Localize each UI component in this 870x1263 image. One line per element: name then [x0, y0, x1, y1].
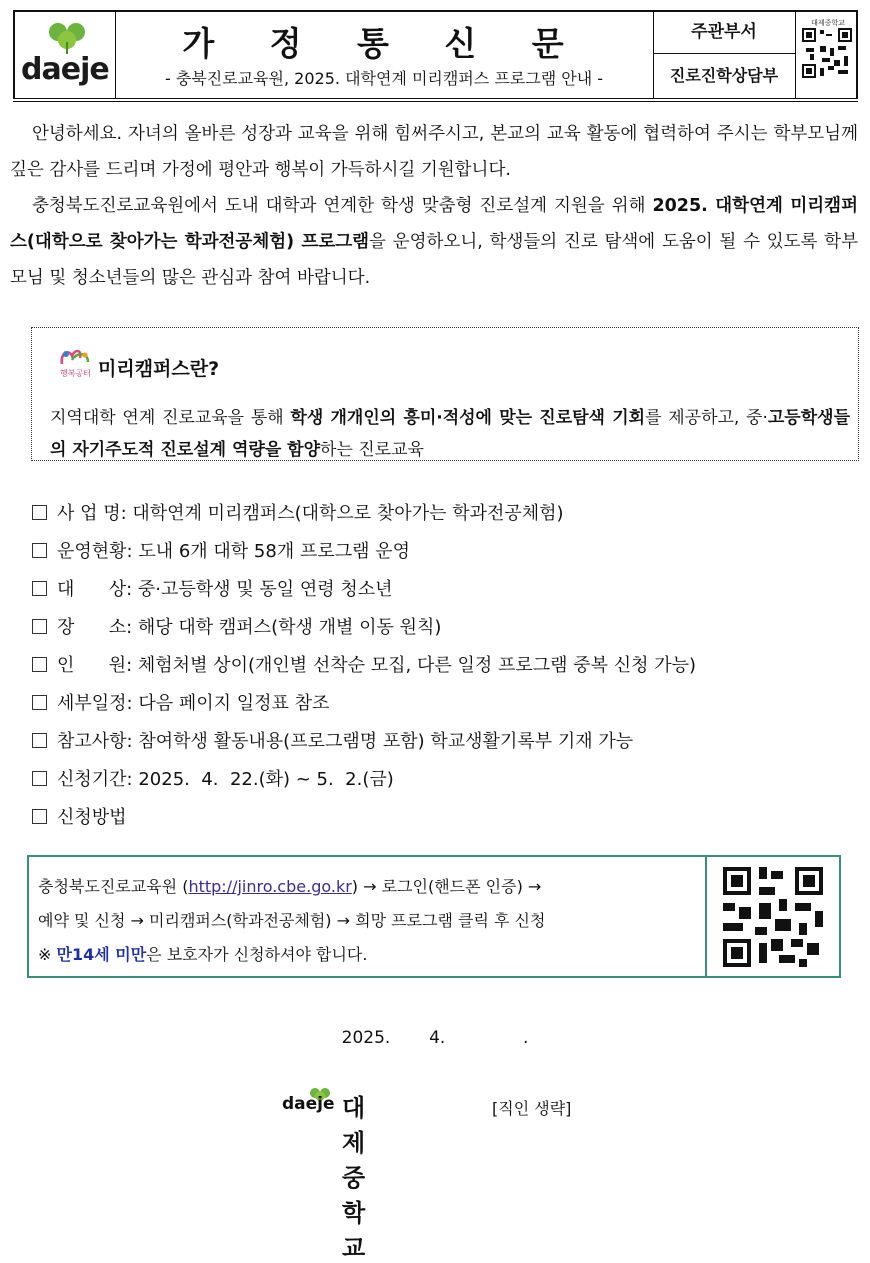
apply-qr-code-icon[interactable]	[719, 863, 827, 971]
checkbox-icon	[32, 809, 47, 824]
intro-p2-program: 2025. 대학연계 미리캠퍼스(대학으로 찾아가는 학과전공체험) 프로그램	[10, 196, 858, 252]
item-label: 대 상:	[57, 579, 133, 600]
header-table	[13, 10, 858, 98]
qr-caption: 대제중학교	[811, 19, 845, 27]
info-text-2: 학생 개개인의 흥미·적성에 맞는 진로탐색 기회	[290, 408, 646, 428]
item-label: 참고사항:	[57, 731, 133, 752]
item-value: 참여학생 활동내용(프로그램명 포함) 학교생활기록부 기재 가능	[138, 731, 634, 752]
item-value: 2025. 4. 22.(화) ~ 5. 2.(금)	[138, 769, 394, 790]
intro-paragraph-2	[10, 188, 858, 296]
list-item	[32, 537, 410, 563]
list-item	[32, 689, 329, 715]
footer-logo-text: daeje	[282, 1094, 335, 1114]
item-value: 중·고등학생 및 동일 연령 청소년	[137, 579, 393, 600]
department-cell	[653, 12, 796, 98]
list-item	[32, 613, 441, 639]
checkbox-icon	[32, 771, 47, 786]
intro-p2-end: 을 운영하오니, 학생들의 진로 탐색에 도움이 될 수 있도록 학부모님 및 청소년들의 많은 관심과 참여 바랍니다.	[10, 232, 858, 288]
logo-text: daeje	[21, 52, 109, 87]
checkbox-icon	[32, 543, 47, 558]
school-logo	[15, 12, 116, 98]
qr-code-icon	[802, 28, 852, 78]
apply-line3-end: 은 보호자가 신청하셔야 합니다.	[146, 945, 368, 964]
item-label: 신청기간:	[57, 769, 133, 790]
school-name: 대제중학교	[342, 1094, 367, 1262]
list-item	[32, 575, 393, 601]
item-value: 체험처별 상이(개인별 선착순 모집, 다른 일정 프로그램 중복 신청 가능)	[137, 655, 697, 676]
info-text-4: 고등학생들의 자기주도적 진로설계 역량을 함양	[50, 408, 850, 460]
intro-p2-start: 충청북도진로교육원에서 도내 대학과 연계한 학생 맞춤형 진로설계 지원을 위해	[32, 196, 653, 216]
item-label: 세부일정:	[57, 693, 133, 714]
item-label: 장 소:	[57, 617, 133, 638]
list-item	[32, 727, 633, 753]
info-box-title: 미리캠퍼스란?	[98, 358, 220, 380]
item-value: 해당 대학 캠퍼스(학생 개별 이동 원칙)	[137, 617, 442, 638]
apply-line2: 예약 및 신청 → 미리캠퍼스(학과전공체험) → 희망 프로그램 클릭 후 신청	[38, 911, 546, 930]
item-value: 다음 페이지 일정표 참조	[138, 693, 330, 714]
list-item	[32, 803, 127, 829]
info-text-3: 를 제공하고, 중·	[645, 408, 768, 428]
apply-line1-start: 충청북도진로교육원 (	[38, 877, 189, 896]
info-box-text	[50, 402, 850, 466]
department-name: 진로진학상담부	[669, 66, 779, 85]
list-item	[32, 765, 394, 791]
apply-box-divider	[705, 855, 707, 978]
info-text-1: 지역대학 연계 진로교육을 통해	[50, 408, 291, 428]
apply-instructions	[38, 870, 698, 972]
header-divider	[13, 98, 858, 102]
apply-line3-mark: ※	[38, 945, 57, 964]
apply-line1-end: ) → 로그인(핸드폰 인증) →	[351, 877, 542, 896]
list-item	[32, 499, 564, 525]
item-label: 신청방법	[57, 807, 127, 828]
checkbox-icon	[32, 581, 47, 596]
item-value: 도내 6개 대학 58개 프로그램 운영	[138, 541, 410, 562]
info-text-5: 하는 진로교육	[320, 440, 424, 460]
list-item	[32, 651, 696, 677]
item-label: 사 업 명:	[57, 503, 127, 524]
item-label: 운영현황:	[57, 541, 133, 562]
header-qr-cell	[795, 12, 856, 98]
page-subtitle: - 충북진로교육원, 2025. 대학연계 미리캠퍼스 프로그램 안내 -	[164, 69, 604, 88]
checkbox-icon	[32, 619, 47, 634]
happy-space-logo-caption: 행복공터	[60, 369, 91, 378]
checkbox-icon	[32, 695, 47, 710]
department-label: 주관부서	[653, 12, 795, 54]
checkbox-icon	[32, 505, 47, 520]
seal-omitted-note: [직인 생략]	[492, 1099, 572, 1118]
page-title: 가 정 통 신 문	[182, 24, 586, 63]
issue-date: 2025. 4. .	[341, 1028, 529, 1048]
intro-paragraph-1: 안녕하세요. 자녀의 올바른 성장과 교육을 위해 힘써주시고, 본교의 교육 활동에 협력하여 주시는 학부모님께 깊은 감사를 드리며 가정에 평안과 행복이 가득하시길 기원합니다.	[10, 124, 858, 180]
item-label: 인 원:	[57, 655, 133, 676]
clover-icon	[45, 20, 89, 56]
checkbox-icon	[32, 733, 47, 748]
age-limit-text: 만14세 미만	[56, 945, 147, 964]
item-value: 대학연계 미리캠퍼스(대학으로 찾아가는 학과전공체험)	[132, 503, 564, 524]
checkbox-icon	[32, 657, 47, 672]
jinro-link[interactable]: http://jinro.cbe.go.kr	[188, 877, 352, 896]
title-cell	[115, 12, 654, 98]
